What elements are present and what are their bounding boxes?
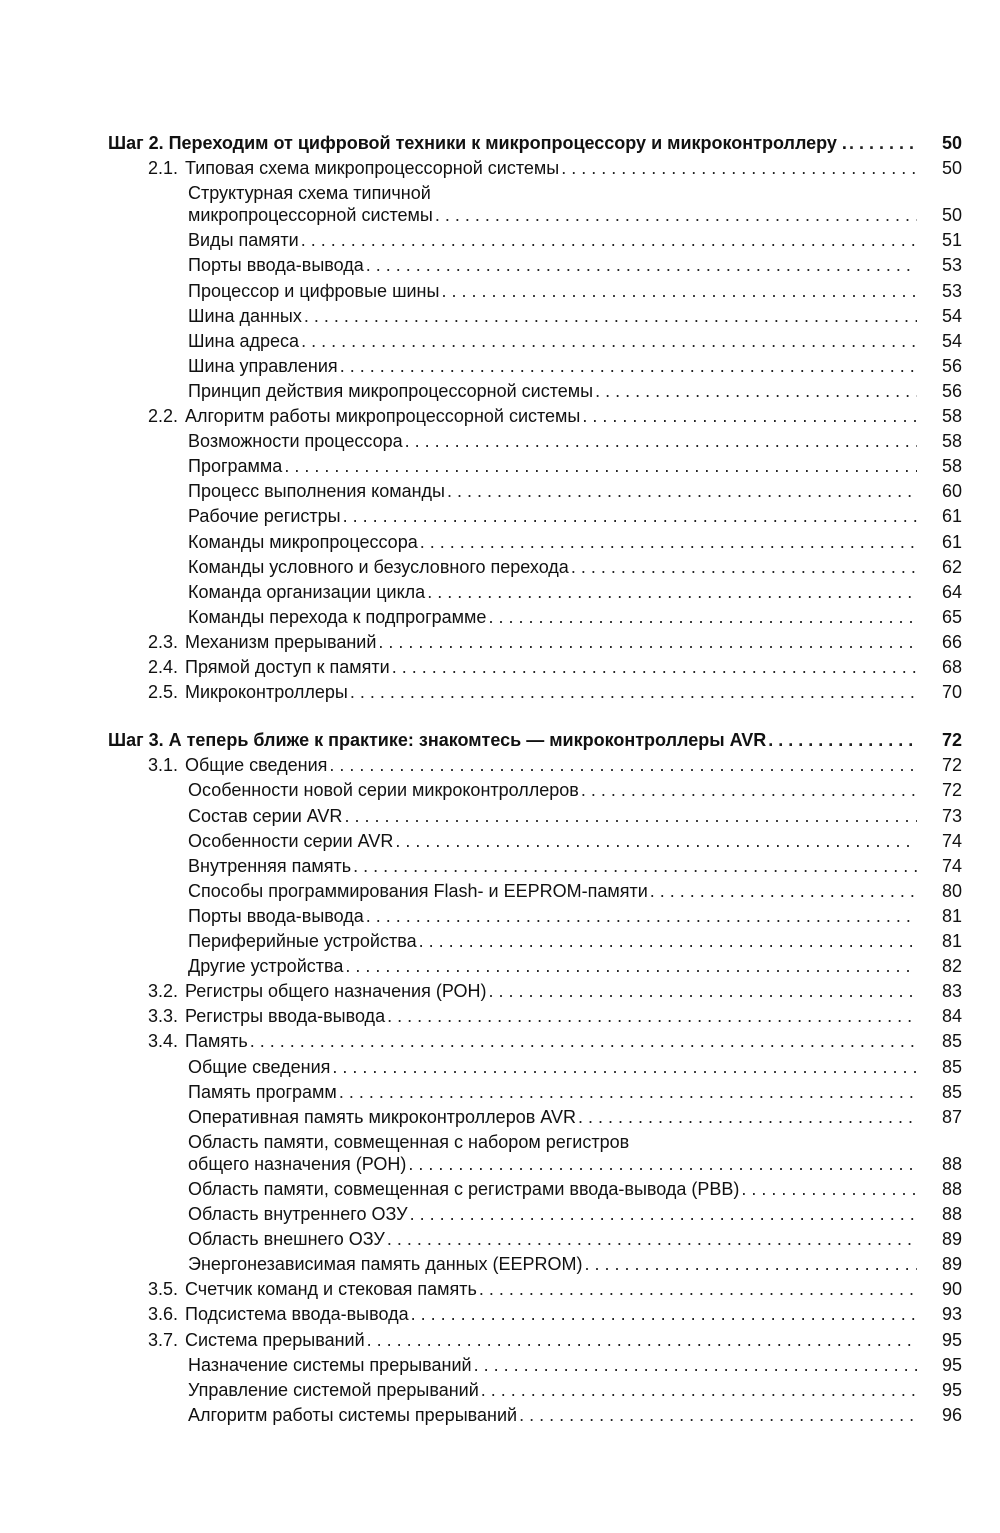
toc-entry-row: [185, 1328, 917, 1353]
toc-entry-title: Состав серии AVR: [188, 805, 343, 826]
toc-dot-leader: [378, 630, 917, 655]
toc-entry-row: [188, 1403, 917, 1428]
toc-page-number: 81: [941, 931, 962, 951]
toc-entry-row: [188, 929, 917, 954]
toc-page-number: 65: [941, 606, 962, 627]
toc-entry-title: Регистры общего назначения (РОН): [185, 981, 487, 1002]
toc-section-entry: [0, 655, 1000, 680]
toc-page-number: 51: [941, 230, 962, 251]
toc-subsection-entry: [0, 279, 1000, 304]
toc-page-number: 70: [941, 682, 962, 703]
toc-entry-row: [188, 804, 917, 829]
toc-page-number: 53: [941, 280, 962, 301]
toc-page-number: 82: [941, 956, 962, 977]
toc-page-number: 93: [941, 1304, 962, 1325]
toc-section-number: 3.3.: [148, 1006, 179, 1027]
toc-entry-row: [188, 379, 917, 404]
toc-entry-title: Память программ: [188, 1081, 337, 1102]
toc-subsection-entry: [0, 253, 1000, 278]
toc-page-number: 66: [941, 631, 962, 652]
toc-dot-leader: [481, 1378, 917, 1403]
toc-dot-leader: [304, 304, 917, 329]
toc-entry-row: [108, 131, 917, 156]
toc-section-entry: [0, 1004, 1000, 1029]
toc-dot-leader: [367, 1328, 917, 1353]
toc-section-entry: [0, 1328, 1000, 1353]
toc-dot-leader: [650, 879, 917, 904]
toc-dot-leader: [353, 854, 917, 879]
toc-entry-row: [188, 580, 917, 605]
toc-dot-leader: [582, 404, 917, 429]
toc-dot-leader: [301, 228, 917, 253]
toc-page-number: 60: [941, 481, 962, 502]
toc-section-entry: [0, 753, 1000, 778]
toc-dot-leader: [595, 379, 917, 404]
toc-page-number: 73: [941, 805, 962, 826]
toc-dot-leader: [581, 778, 917, 803]
toc-subsection-entry: [0, 304, 1000, 329]
toc-entry-row: [188, 1105, 917, 1130]
toc-entry-title: Процессор и цифровые шины: [188, 280, 440, 301]
toc-page-number: 83: [941, 981, 962, 1002]
toc-dot-leader: [441, 279, 917, 304]
toc-subsection-entry: [0, 354, 1000, 379]
toc-entry-row: [108, 728, 917, 753]
toc-page-number: 87: [941, 1106, 962, 1127]
toc-page-number: 72: [941, 755, 962, 776]
toc-subsection-entry: [0, 954, 1000, 979]
toc-entry-row: [188, 203, 917, 228]
toc-entry-title: Возможности процессора: [188, 431, 403, 452]
toc-entry-row: [188, 829, 917, 854]
toc-entry-title: Шина данных: [188, 305, 302, 326]
toc-entry-title: Процесс выполнения команды: [188, 481, 445, 502]
toc-page-number: 85: [941, 1031, 962, 1052]
toc-dot-leader: [340, 354, 917, 379]
toc-subsection-entry: [0, 1080, 1000, 1105]
toc-section-number: 2.5.: [148, 682, 179, 703]
toc-entry-row: [188, 253, 917, 278]
toc-dot-leader: [345, 954, 917, 979]
toc-entry-title: Типовая схема микропроцессорной системы: [185, 158, 560, 179]
toc-entry-row: [188, 854, 917, 879]
toc-subsection-entry: [0, 829, 1000, 854]
toc-section-entry: [0, 1302, 1000, 1327]
toc-entry-row: [185, 753, 917, 778]
toc-page-number: 74: [941, 830, 962, 851]
toc-subsection-entry: [0, 454, 1000, 479]
toc-dot-leader: [419, 929, 917, 954]
toc-entry-title: Способы программирования Flash- и EEPROM-памяти: [188, 880, 648, 901]
toc-page-number: 54: [941, 305, 962, 326]
toc-entry-row: [185, 1302, 917, 1327]
toc-entry-row: [188, 1055, 917, 1080]
toc-subsection-entry: [0, 1105, 1000, 1130]
toc-entry-title-line1: Область памяти, совмещенная с набором регистров: [188, 1131, 630, 1152]
toc-entry-title: Шаг 3. А теперь ближе к практике: знакомтесь — микроконтроллеры AVR: [108, 730, 767, 751]
toc-page-number: 56: [941, 355, 962, 376]
toc-entry-title: Внутренняя память: [188, 855, 352, 876]
toc-entry-row: [188, 555, 917, 580]
toc-page-number: 89: [941, 1229, 962, 1250]
toc-entry-row: [185, 1277, 917, 1302]
toc-entry-row: [188, 1080, 917, 1105]
toc-entry-title: Другие устройства: [188, 956, 344, 977]
toc-dot-leader: [585, 1252, 917, 1277]
toc-entry-row: [188, 954, 917, 979]
toc-entry-title: Команды микропроцессора: [188, 531, 418, 552]
toc-entry-title: Прямой доступ к памяти: [185, 657, 390, 677]
toc-entry-row: [188, 1252, 917, 1277]
toc-dot-leader: [366, 253, 917, 278]
toc-subsection-entry: [0, 203, 1000, 228]
toc-subsection-entry: [0, 228, 1000, 253]
toc-page-number: 74: [941, 855, 962, 876]
toc-subsection-entry: [0, 804, 1000, 829]
toc-section-entry: [0, 630, 1000, 655]
toc-dot-leader: [849, 131, 917, 156]
toc-dot-leader: [339, 1080, 917, 1105]
toc-page-number: 61: [941, 531, 962, 552]
toc-entry-row: [188, 279, 917, 304]
toc-entry-row: [185, 156, 917, 181]
toc-subsection-entry: [0, 904, 1000, 929]
toc-page-number: 64: [941, 581, 962, 602]
toc-entry-title: Оперативная память микроконтроллеров AVR: [188, 1106, 576, 1127]
toc-dot-leader: [435, 203, 917, 228]
toc-dot-leader: [488, 979, 917, 1004]
toc-subsection-entry: [0, 879, 1000, 904]
toc-section-number: 3.5.: [148, 1279, 179, 1300]
toc-page-number: 54: [941, 330, 962, 351]
toc-dot-leader: [408, 1152, 917, 1177]
toc-entry-row: [185, 630, 917, 655]
toc-page-number: 88: [941, 1153, 962, 1174]
toc-entry-title: Алгоритм работы микропроцессорной системы: [185, 406, 581, 426]
toc-entry-title: Шина управления: [188, 355, 338, 376]
toc-entry-title: Особенности серии AVR: [188, 830, 394, 851]
toc-entry-row: [188, 1177, 917, 1202]
toc-dot-leader: [571, 555, 917, 580]
toc-dot-leader: [329, 753, 917, 778]
toc-dot-leader: [350, 680, 917, 705]
toc-entry-title: Энергонезависимая память данных (EEPROM): [188, 1254, 583, 1275]
toc-page-number: 96: [941, 1404, 962, 1425]
toc-dot-leader: [366, 904, 917, 929]
toc-dot-leader: [479, 1277, 917, 1302]
toc-subsection-entry: [0, 329, 1000, 354]
toc-page-number: 58: [941, 456, 962, 477]
toc-entry-row: [185, 680, 917, 705]
toc-subsection-entry: [0, 1152, 1000, 1177]
toc-dot-leader: [561, 156, 917, 181]
toc-entry-title: Рабочие регистры: [188, 506, 341, 527]
toc-entry-title: Принцип действия микропроцессорной системы: [188, 380, 594, 401]
toc-page-number: 95: [941, 1379, 962, 1400]
toc-dot-leader: [519, 1403, 917, 1428]
toc-entry-row: [188, 329, 917, 354]
toc-subsection-entry: [0, 929, 1000, 954]
toc-dot-leader: [488, 605, 917, 630]
toc-dot-leader: [284, 454, 917, 479]
toc-page-number: 80: [941, 880, 962, 901]
toc-page-number: 61: [941, 506, 962, 527]
toc-dot-leader: [447, 479, 917, 504]
toc-dot-leader: [578, 1105, 917, 1130]
toc-subsection-entry: [0, 379, 1000, 404]
toc-subsection-entry: [0, 1202, 1000, 1227]
toc-section-entry: [0, 156, 1000, 181]
toc-page-number: 88: [941, 1204, 962, 1224]
toc-entry-row: [188, 1152, 917, 1177]
toc-entry-title: микропроцессорной системы: [188, 205, 433, 226]
toc-subsection-entry: [0, 1403, 1000, 1428]
toc-entry-row: [188, 228, 917, 253]
toc-section-entry: [0, 680, 1000, 705]
toc-page-number: 72: [941, 730, 962, 751]
toc-subsection-entry: [0, 530, 1000, 555]
toc-entry-title: Микроконтроллеры: [185, 682, 348, 703]
toc-page-number: 81: [941, 905, 962, 926]
toc-entry-row: [188, 1227, 917, 1252]
toc-page-number: 58: [941, 431, 962, 452]
toc-section-entry: [0, 979, 1000, 1004]
toc-page-number: 50: [941, 205, 962, 226]
toc-entry-row: [185, 1029, 917, 1054]
toc-entry-title: Система прерываний: [185, 1329, 365, 1350]
toc-section-number: 3.2.: [148, 981, 179, 1002]
toc-subsection-entry: [0, 580, 1000, 605]
toc-subsection-entry: [0, 1055, 1000, 1080]
toc-page-number: 89: [941, 1254, 962, 1275]
toc-entry-title: Особенности новой серии микроконтроллеров: [188, 780, 579, 801]
toc-entry-title: Периферийные устройства: [188, 931, 417, 951]
toc-entry-row: [188, 1202, 917, 1227]
toc-entry-title: Механизм прерываний: [185, 631, 377, 652]
toc-page-number: 58: [941, 406, 962, 426]
toc-subsection-entry: [0, 1227, 1000, 1252]
toc-entry-title: Область памяти, совмещенная с регистрами ввода-вывода (РВВ): [188, 1178, 740, 1199]
toc-entry-row: [188, 504, 917, 529]
toc-dot-leader: [405, 429, 917, 454]
toc-dot-leader: [395, 829, 917, 854]
toc-entry-title: Порты ввода-вывода: [188, 905, 364, 926]
toc-dot-leader: [410, 1202, 917, 1227]
toc-entry-title: Регистры ввода-вывода: [185, 1006, 386, 1027]
toc-section-number: 3.7.: [148, 1329, 179, 1350]
toc-entry-row: [188, 1353, 917, 1378]
toc-section-number: 2.2.: [148, 406, 179, 426]
toc-subsection-entry: [0, 479, 1000, 504]
toc-entry-row: [185, 404, 917, 429]
toc-page-number: 50: [941, 133, 962, 153]
toc-page-number: 95: [941, 1329, 962, 1350]
toc-page-number: 84: [941, 1006, 962, 1027]
toc-subsection-entry: [0, 854, 1000, 879]
toc-entry-title: Управление системой прерываний: [188, 1379, 479, 1400]
toc-section-entry: [0, 404, 1000, 429]
toc-subsection-entry: [0, 1177, 1000, 1202]
toc-page-number: 95: [941, 1354, 962, 1375]
toc-entry-row: [188, 429, 917, 454]
toc-section-number: 3.1.: [148, 755, 179, 776]
toc-entry-title: Команды перехода к подпрограмме: [188, 606, 487, 627]
toc-entry-row: [188, 304, 917, 329]
toc-subsection-entry: [0, 429, 1000, 454]
toc-entry-title: Область внутреннего ОЗУ: [188, 1204, 408, 1224]
toc-entry-title-line1: Структурная схема типичной: [188, 183, 431, 204]
toc-entry-row: [188, 605, 917, 630]
toc-entry-row: [188, 778, 917, 803]
toc-entry-title: Подсистема ввода-вывода: [185, 1304, 409, 1325]
toc-dot-leader: [301, 329, 917, 354]
toc-subsection-entry: [0, 778, 1000, 803]
toc-entry-title: Общие сведения: [185, 755, 328, 776]
toc-page-number: 85: [941, 1081, 962, 1102]
toc-page-number: 68: [941, 657, 962, 677]
toc-dot-leader: [474, 1353, 917, 1378]
toc-entry-title: общего назначения (РОН): [188, 1153, 407, 1174]
toc-entry-title: Виды памяти: [188, 230, 299, 251]
toc-entry-row: [188, 530, 917, 555]
toc-subsection-entry: [0, 504, 1000, 529]
toc-page-number: 85: [941, 1056, 962, 1077]
toc-entry-title: Шина адреса: [188, 330, 300, 351]
toc-subsection-entry: [0, 555, 1000, 580]
toc-entry-title: Шаг 2. Переходим от цифровой техники к микропроцессору и микроконтроллеру .: [108, 133, 847, 153]
toc-entry-row: [188, 354, 917, 379]
toc-dot-leader: [344, 804, 917, 829]
toc-page-number: 88: [941, 1178, 962, 1199]
toc-dot-leader: [343, 504, 917, 529]
toc-dot-leader: [768, 728, 917, 753]
toc-entry-title: Команды условного и безусловного перехода: [188, 556, 569, 577]
toc-entry-row: [185, 1004, 917, 1029]
toc-entry-title: Память: [185, 1031, 248, 1052]
toc-chapter-entry: [0, 131, 1000, 156]
toc-entry-title: Назначение системы прерываний: [188, 1354, 472, 1375]
toc-entry-title: Порты ввода-вывода: [188, 255, 364, 276]
toc-entry-row: [185, 655, 917, 680]
toc-dot-leader: [387, 1004, 917, 1029]
toc-section-number: 2.4.: [148, 657, 179, 677]
toc-chapter-entry: [0, 728, 1000, 753]
toc-entry-title: Программа: [188, 456, 283, 477]
toc-subsection-entry: [0, 1252, 1000, 1277]
toc-subsection-entry: [0, 1378, 1000, 1403]
toc-entry-title: Команда организации цикла: [188, 581, 426, 602]
toc-section-number: 3.6.: [148, 1304, 179, 1325]
toc-page-number: 50: [941, 158, 962, 179]
toc-entry-row: [188, 879, 917, 904]
toc-entry-row: [188, 904, 917, 929]
toc-entry-title: Алгоритм работы системы прерываний: [188, 1404, 518, 1425]
toc-entry-row: [185, 979, 917, 1004]
toc-page-number: 62: [941, 556, 962, 577]
toc-entry-row: [188, 479, 917, 504]
toc-section-number: 3.4.: [148, 1031, 179, 1052]
toc-entry-title: Общие сведения: [188, 1056, 331, 1077]
toc-dot-leader: [420, 530, 917, 555]
toc-page-number: 56: [941, 380, 962, 401]
toc-dot-leader: [411, 1302, 917, 1327]
toc-dot-leader: [427, 580, 917, 605]
toc-page-number: 90: [941, 1279, 962, 1300]
toc-section-number: 2.1.: [148, 158, 179, 179]
toc-dot-leader: [250, 1029, 917, 1054]
toc-section-entry: [0, 1277, 1000, 1302]
toc-subsection-entry: [0, 605, 1000, 630]
toc-page-number: 72: [941, 780, 962, 801]
toc-subsection-entry: [0, 1353, 1000, 1378]
toc-entry-title: Счетчик команд и стековая память: [185, 1279, 477, 1300]
toc-section-number: 2.3.: [148, 631, 179, 652]
toc-dot-leader: [392, 655, 917, 680]
toc-section-entry: [0, 1029, 1000, 1054]
toc-dot-leader: [332, 1055, 917, 1080]
toc-entry-row: [188, 1378, 917, 1403]
toc-entry-row: [188, 454, 917, 479]
toc-dot-leader: [387, 1227, 917, 1252]
toc-dot-leader: [741, 1177, 917, 1202]
toc-page-number: 53: [941, 255, 962, 276]
toc-entry-title: Область внешнего ОЗУ: [188, 1229, 385, 1250]
